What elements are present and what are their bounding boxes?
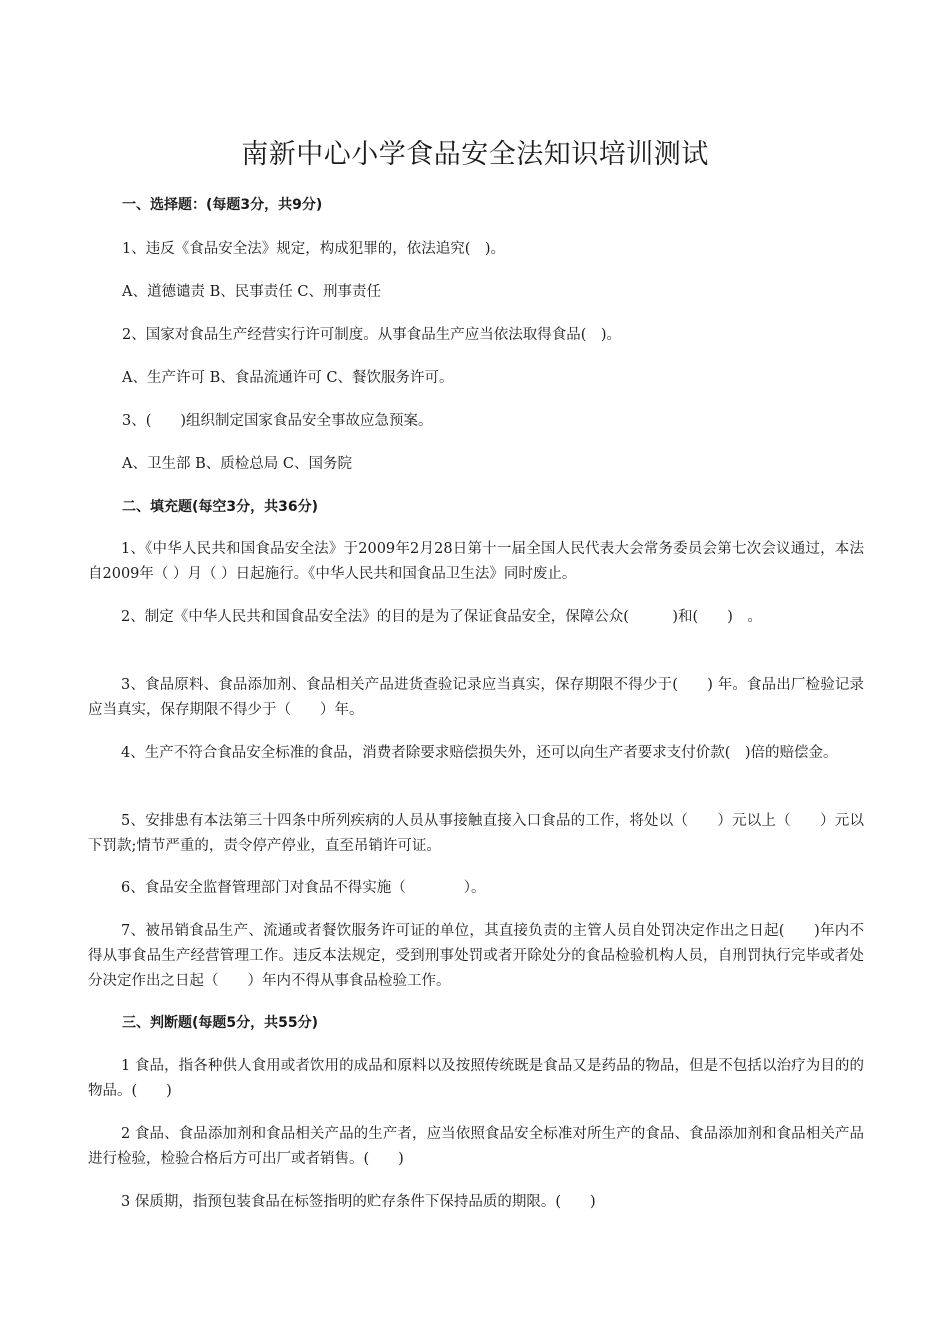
section2-item-5: 5、安排患有本法第三十四条中所列疾病的人员从事接触直接入口食品的工作，将处以（ ）元以上（ ）元以下罚款;情节严重的，责令停产停业，直至吊销许可证。 [88, 813, 864, 854]
section1-question-3: 3、( )组织制定国家食品安全事故应急预案。 [122, 413, 433, 429]
section1-question-1-options: A、道德谴责 B、民事责任 C、刑事责任 [122, 284, 381, 300]
section2-item-2: 2、制定《中华人民共和国食品安全法》的目的是为了保证食品安全，保障公众( )和( ) 。 [121, 609, 762, 625]
section1-heading: 一、选择题：(每题3分，共9分) [122, 197, 323, 213]
section2-heading: 二、填充题(每空3分，共36分) [122, 499, 319, 515]
section3-item-2: 2 食品、食品添加剂和食品相关产品的生产者，应当依照食品安全标准对所生产的食品、食品添加剂和食品相关产品进行检验，检验合格后方可出厂或者销售。( ) [88, 1126, 864, 1167]
section2-item-7: 7、被吊销食品生产、流通或者餐饮服务许可证的单位，其直接负责的主管人员自处罚决定作出之日起( )年内不得从事食品生产经营管理工作。违反本法规定，受到刑事处罚或者开除处分的食品检验机构人员，自刑罚执行完毕或者处分决定作出之日起（ ）年内不得从事食品检验工作。 [88, 923, 864, 989]
section1-question-2-options: A、生产许可 B、食品流通许可 C、餐饮服务许可。 [122, 370, 454, 386]
section3-heading: 三、判断题(每题5分，共55分) [122, 1015, 319, 1031]
section2-item-1: 1、《中华人民共和国食品安全法》于2009年2月28日第十一届全国人民代表大会常务委员会第七次会议通过，本法自2009年（ ）月（ ）日起施行。《中华人民共和国食品卫生法》同时废止。 [88, 541, 864, 582]
section2-item-6: 6、食品安全监督管理部门对食品不得实施（ ）。 [121, 880, 486, 896]
section1-question-1: 1、违反《食品安全法》规定，构成犯罪的，依法追究( )。 [122, 241, 506, 257]
section1-question-2: 2、国家对食品生产经营实行许可制度。从事食品生产应当依法取得食品( )。 [122, 327, 622, 343]
section1-question-3-options: A、卫生部 B、质检总局 C、国务院 [122, 456, 352, 472]
section3-item-3: 3 保质期，指预包装食品在标签指明的贮存条件下保持品质的期限。( ) [121, 1194, 596, 1210]
section2-item-4: 4、生产不符合食品安全标准的食品，消费者除要求赔偿损失外，还可以向生产者要求支付价款( )倍的赔偿金。 [121, 745, 838, 761]
section3-item-1: 1 食品，指各种供人食用或者饮用的成品和原料以及按照传统既是食品又是药品的物品，但是不包括以治疗为目的的物品。( ) [88, 1058, 864, 1099]
page-title: 南新中心小学食品安全法知识培训测试 [241, 139, 709, 170]
section2-item-3: 3、食品原料、食品添加剂、食品相关产品进货查验记录应当真实，保存期限不得少于( ) 年。食品出厂检验记录应当真实，保存期限不得少于（ ）年。 [88, 677, 864, 718]
